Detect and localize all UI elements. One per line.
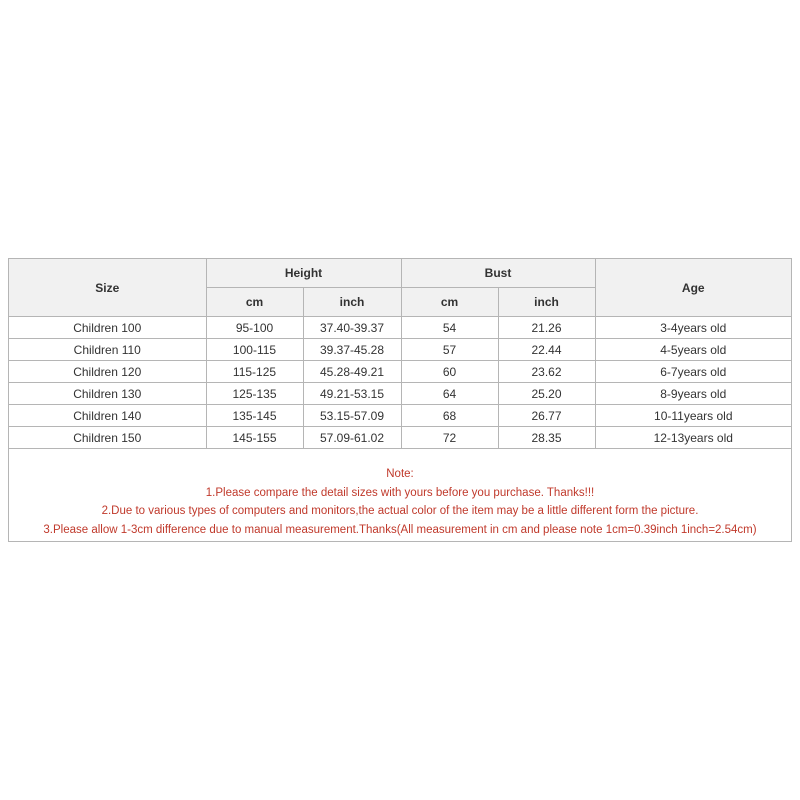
height-cm-cell: 95-100 bbox=[206, 317, 303, 339]
size-cell: Children 130 bbox=[9, 383, 206, 405]
bust-inch-header: inch bbox=[498, 288, 595, 317]
size-cell: Children 140 bbox=[9, 405, 206, 427]
age-header: Age bbox=[595, 259, 791, 317]
bust-cm-cell: 72 bbox=[401, 427, 498, 449]
height-inch-cell: 57.09-61.02 bbox=[303, 427, 401, 449]
bust-inch-cell: 26.77 bbox=[498, 405, 595, 427]
age-cell: 3-4years old bbox=[595, 317, 791, 339]
bust-inch-cell: 25.20 bbox=[498, 383, 595, 405]
notes-block bbox=[9, 465, 791, 539]
height-cm-cell: 125-135 bbox=[206, 383, 303, 405]
height-header: Height bbox=[206, 259, 401, 288]
age-cell: 8-9years old bbox=[595, 383, 791, 405]
table-row bbox=[9, 361, 791, 383]
height-inch-header: inch bbox=[303, 288, 401, 317]
size-cell: Children 120 bbox=[9, 361, 206, 383]
age-cell: 4-5years old bbox=[595, 339, 791, 361]
size-chart bbox=[8, 258, 792, 542]
table-row bbox=[9, 317, 791, 339]
table-row bbox=[9, 427, 791, 449]
height-inch-cell: 39.37-45.28 bbox=[303, 339, 401, 361]
table-row bbox=[9, 383, 791, 405]
table-row bbox=[9, 339, 791, 361]
size-cell: Children 100 bbox=[9, 317, 206, 339]
note-line-1: 1.Please compare the detail sizes with yours before you purchase. Thanks!!! bbox=[205, 486, 595, 499]
age-cell: 12-13years old bbox=[595, 427, 791, 449]
bust-inch-cell: 21.26 bbox=[498, 317, 595, 339]
size-cell: Children 150 bbox=[9, 427, 206, 449]
note-line-2: 2.Due to various types of computers and monitors,the actual color of the item may be a little different form the picture. bbox=[101, 505, 699, 517]
bust-cm-header: cm bbox=[401, 288, 498, 317]
height-inch-cell: 37.40-39.37 bbox=[303, 317, 401, 339]
height-inch-cell: 49.21-53.15 bbox=[303, 383, 401, 405]
bust-cm-cell: 57 bbox=[401, 339, 498, 361]
height-cm-header: cm bbox=[206, 288, 303, 317]
size-header: Size bbox=[9, 259, 206, 317]
bust-cm-cell: 54 bbox=[401, 317, 498, 339]
height-cm-cell: 145-155 bbox=[206, 427, 303, 449]
bust-header: Bust bbox=[401, 259, 595, 288]
bust-inch-cell: 22.44 bbox=[498, 339, 595, 361]
bust-cm-cell: 64 bbox=[401, 383, 498, 405]
height-cm-cell: 115-125 bbox=[206, 361, 303, 383]
bust-cm-cell: 68 bbox=[401, 405, 498, 427]
height-cm-cell: 135-145 bbox=[206, 405, 303, 427]
bust-inch-cell: 28.35 bbox=[498, 427, 595, 449]
table-row bbox=[9, 405, 791, 427]
age-cell: 10-11years old bbox=[595, 405, 791, 427]
height-inch-cell: 53.15-57.09 bbox=[303, 405, 401, 427]
notes-title: Note: bbox=[386, 468, 414, 480]
header-row bbox=[9, 259, 791, 288]
note-line-3: 3.Please allow 1-3cm difference due to manual measurement.Thanks(All measurement in cm and please note 1cm=0.39inch 1inch=2.54cm) bbox=[43, 523, 757, 536]
size-cell: Children 110 bbox=[9, 339, 206, 361]
bust-inch-cell: 23.62 bbox=[498, 361, 595, 383]
height-cm-cell: 100-115 bbox=[206, 339, 303, 361]
height-inch-cell: 45.28-49.21 bbox=[303, 361, 401, 383]
size-table bbox=[9, 259, 791, 449]
age-cell: 6-7years old bbox=[595, 361, 791, 383]
bust-cm-cell: 60 bbox=[401, 361, 498, 383]
